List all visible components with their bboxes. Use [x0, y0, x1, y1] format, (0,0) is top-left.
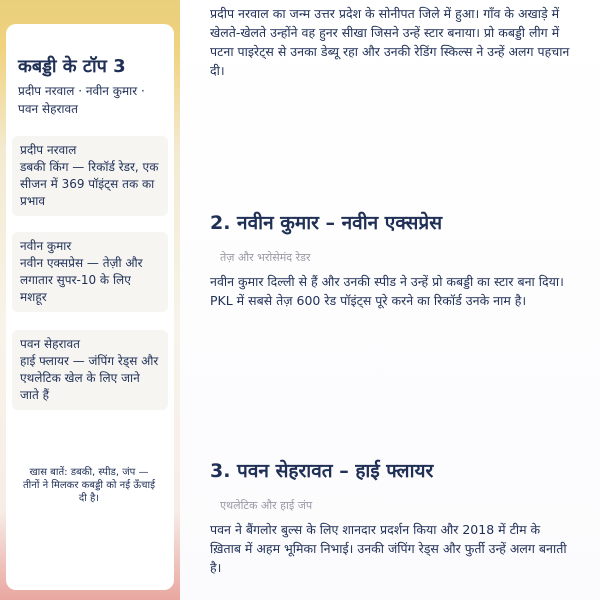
sidebar	[0, 0, 180, 600]
player-card-naveen[interactable]	[12, 232, 168, 312]
sidebar-subtitle: प्रदीप नरवाल · नवीन कुमार · पवन सेहरावत	[18, 84, 145, 116]
section-paragraph-naveen: नवीन कुमार दिल्ली से हैं और उनकी स्पीड ने उन्हें प्रो कबड्डी का स्टार बना दिया। PKL में सबसे तेज़ 600 रेड पॉइंट्स पूरे करने का रिकॉर्ड उनके नाम है।	[210, 274, 564, 308]
card-description: डबकी किंग — रिकॉर्ड रेडर, एक सीजन में 369 पॉइंट्स तक का प्रभाव	[20, 160, 159, 208]
section-heading-pawan: 3. पवन सेहरावत – हाई फ्लायर	[210, 460, 434, 482]
sidebar-note: खास बातें: डबकी, स्पीड, जंप — तीनों ने मिलकर कबड्डी को नई ऊँचाई दी है।	[22, 467, 155, 504]
player-card-pawan[interactable]	[12, 330, 168, 410]
section-paragraph-pawan: पवन ने बैंगलोर बुल्स के लिए शानदार प्रदर्शन किया और 2018 में टीम के ख़िताब में अहम भूमिका निभाई। उनकी जंपिंग रेड्स और फुर्ती उन्हें अलग बनाती है।	[210, 522, 567, 575]
main-content	[180, 0, 600, 600]
intro-paragraph: प्रदीप नरवाल का जन्म उत्तर प्रदेश के सोनीपत जिले में हुआ। गाँव के अखाड़े में खेलते-खेलते उन्होंने वह हुनर सीखा जिसने उन्हें स्टार बनाया। प्रो कबड्डी लीग में पटना पाइरेट्स से उनका डेब्यू रहा और उनकी रेडिंग स्किल्स ने उन्हें अलग पहचान दी।	[210, 6, 570, 78]
card-name: प्रदीप नरवाल	[20, 143, 77, 157]
sidebar-title: कबड्डी के टॉप 3	[18, 56, 126, 77]
player-card-pradeep[interactable]	[12, 136, 168, 216]
section-heading-naveen: 2. नवीन कुमार – नवीन एक्सप्रेस	[210, 212, 443, 234]
card-description: नवीन एक्सप्रेस — तेज़ी और लगातार सुपर-10 के लिए मशहूर	[20, 256, 143, 304]
section-subheading-pawan: एथलेटिक और हाई जंप	[220, 499, 313, 512]
card-description: हाई फ्लायर — जंपिंग रेड्स और एथलेटिक खेल के लिए जाने जाते हैं	[20, 354, 159, 402]
card-name: पवन सेहरावत	[20, 337, 80, 351]
section-subheading-naveen: तेज़ और भरोसेमंद रेडर	[220, 251, 311, 264]
card-name: नवीन कुमार	[20, 239, 72, 253]
